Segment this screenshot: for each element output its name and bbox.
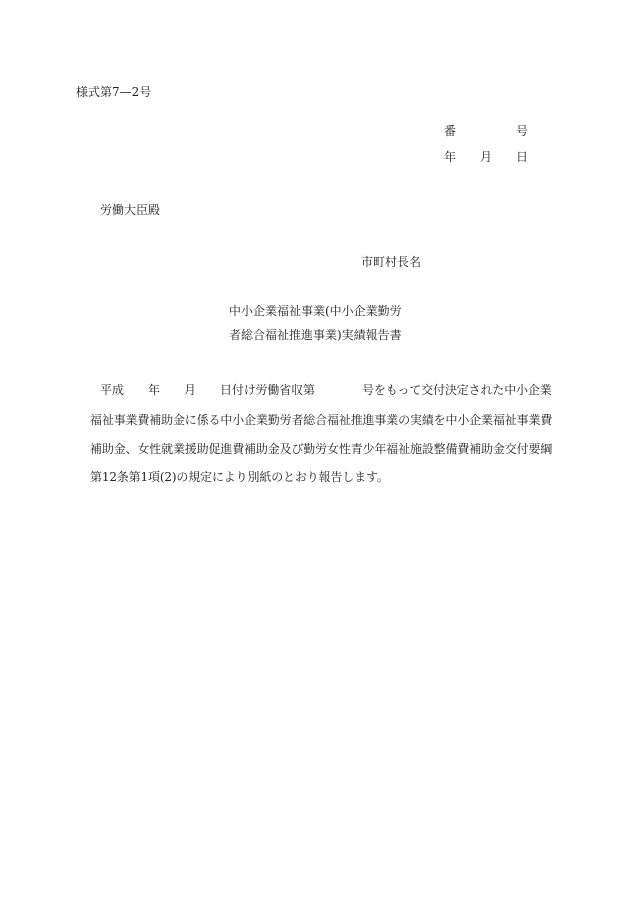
body-line-2: 福祉事業費補助金に係る中小企業勤労者総合福祉推進事業の実績を中小企業福祉事業費 bbox=[90, 413, 553, 427]
body-month: 月 bbox=[184, 383, 197, 397]
addressee: 労働大臣殿 bbox=[100, 203, 161, 217]
date-month: 月 bbox=[480, 150, 493, 164]
body-era: 平成 bbox=[100, 383, 125, 397]
body-year: 年 bbox=[148, 383, 161, 397]
body-line-1-rest: 号をもって交付決定された中小企業 bbox=[362, 383, 552, 397]
body-line-4: 第12条第1項(2)の規定により別紙のとおり報告します。 bbox=[90, 470, 389, 484]
sender-name: 市町村長名 bbox=[361, 255, 422, 269]
reference-number-suffix: 号 bbox=[516, 124, 529, 138]
date-day: 日 bbox=[516, 150, 529, 164]
document-title-line-1: 中小企業福祉事業(中小企業勤労 bbox=[229, 304, 402, 318]
form-number: 様式第7—2号 bbox=[76, 85, 152, 99]
body-line-3: 補助金、女性就業援助促進費補助金及び勤労女性青少年福祉施設整備費補助金交付要綱 bbox=[90, 442, 553, 456]
body-dated: 日付け労働省収第 bbox=[220, 383, 315, 397]
date-year: 年 bbox=[444, 150, 457, 164]
reference-number-label: 番 bbox=[444, 124, 457, 138]
document-title-line-2: 者総合福祉推進事業)実績報告書 bbox=[229, 328, 402, 342]
